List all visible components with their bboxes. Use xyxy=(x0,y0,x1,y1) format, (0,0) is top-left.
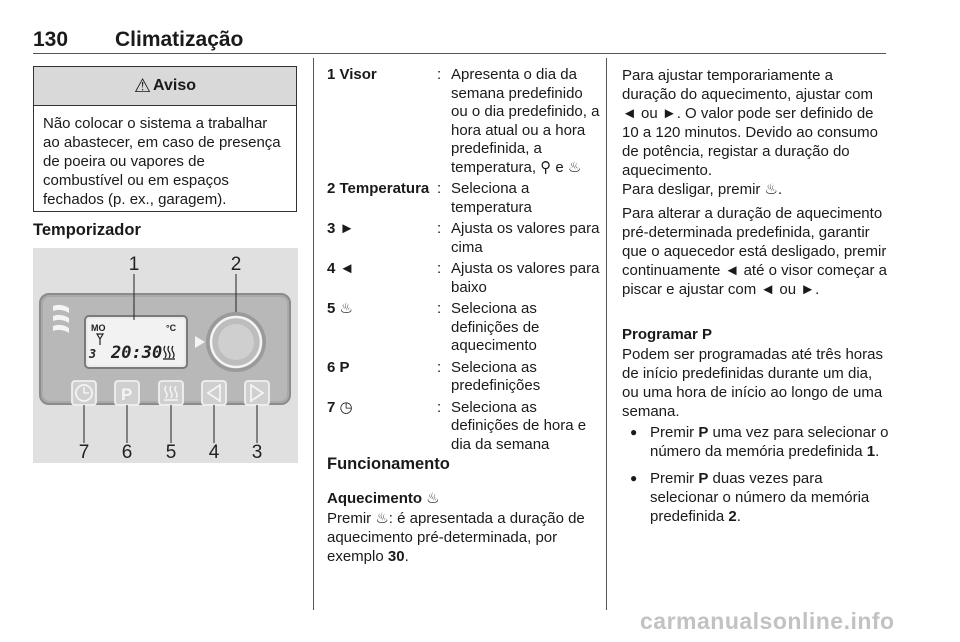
increase-button xyxy=(245,381,269,405)
preset-button-label: P xyxy=(121,385,133,404)
display-preset: 3 xyxy=(89,347,97,361)
legend-key: 5 ♨ xyxy=(327,300,353,317)
list-item: ● Premir P duas vezes para selecionar o número da memória predefinida 2. xyxy=(622,469,890,526)
column-divider-1 xyxy=(313,58,314,610)
legend-desc: Seleciona as definições de hora e dia da semana xyxy=(451,398,587,453)
legend-key: 3 ► xyxy=(327,220,355,237)
page-number: 130 xyxy=(33,28,69,51)
legend-desc: Ajusta os valores para cima xyxy=(451,220,600,256)
callout-2: 2 xyxy=(230,254,242,275)
warning-text: Não colocar o sistema a trabalhar ao abastecer, em caso de presença de poeira ou vapores de combustível ou em espaços fechados (p. ex., garagem). xyxy=(43,115,281,208)
warning-box xyxy=(33,66,297,212)
display-day: MO xyxy=(91,323,106,333)
legend-row: 1 Visor : Apresenta o dia da semana predefinido ou o dia predefinido, a hora atual ou a hora predefinida, a temperatura, ⚲ e ♨ xyxy=(327,66,603,177)
legend-key: 6 P xyxy=(327,358,350,376)
decrease-button xyxy=(202,381,226,405)
temporary-adjust-paragraph: Para ajustar temporariamente a duração do aquecimento, ajustar com ◄ ou ►. O valor pode ser definido de 10 a 120 minutos. Devido ao consumo de potência, registar a duração do aquecimento. xyxy=(622,67,878,179)
heat-logo-icon xyxy=(53,305,69,333)
callout-5: 5 xyxy=(165,442,177,463)
legend-row: 2 Temperatura : Seleciona a temperatura xyxy=(327,180,603,217)
legend-desc: Ajusta os valores para baixo xyxy=(451,260,600,296)
heating-paragraph: Premir ♨: é apresentada a duração de aquecimento pré-determinada, por exemplo 30. xyxy=(327,510,585,565)
callout-3: 3 xyxy=(251,442,263,463)
switch-off-paragraph: Para desligar, premir ♨. xyxy=(622,181,783,198)
column-divider-2 xyxy=(606,58,607,610)
heater-control-panel-illustration xyxy=(33,248,298,463)
timer-heading: Temporizador xyxy=(33,221,141,239)
legend-row: 6 P : Seleciona as predefinições xyxy=(327,359,603,396)
program-heading: Programar P xyxy=(622,326,713,343)
legend-row: 7 ◷ : Seleciona as definições de hora e dia da semana xyxy=(327,399,603,455)
warning-icon: ⚠ xyxy=(133,75,152,97)
legend-key: 2 Temperatura xyxy=(327,180,430,197)
callout-4: 4 xyxy=(208,442,220,463)
heating-example-value: 30 xyxy=(387,548,405,565)
header-rule xyxy=(33,53,886,54)
operation-heading: Funcionamento xyxy=(327,455,450,473)
legend-key: 4 ◄ xyxy=(327,260,355,277)
legend-table xyxy=(327,66,603,457)
legend-row: 4 ◄ : Ajusta os valores para baixo xyxy=(327,260,603,297)
page-title: Climatização xyxy=(115,28,244,51)
legend-desc: Seleciona as definições de aquecimento xyxy=(451,300,540,354)
callout-6: 6 xyxy=(121,442,133,463)
program-paragraph: Podem ser programadas até três horas de início predefinidas durante um dia, ou uma hora de início ao longo de uma semana. xyxy=(622,346,883,420)
list-item: ● Premir P uma vez para selecionar o número da memória predefinida 1. xyxy=(622,423,890,461)
heating-heading: Aquecimento ♨ xyxy=(327,490,440,507)
display-time: 20:30 xyxy=(111,343,163,363)
program-steps-list xyxy=(622,423,890,534)
legend-row: 5 ♨ : Seleciona as definições de aquecimento xyxy=(327,300,603,356)
legend-key: 1 Visor xyxy=(327,66,377,83)
legend-desc: Seleciona a temperatura xyxy=(451,180,532,216)
legend-desc: Apresenta o dia da semana predefinido ou o dia predefinido, a hora atual ou a hora predefinida, a temperatura, ⚲ e ♨ xyxy=(451,66,600,176)
watermark: carmanualsonline.info xyxy=(640,608,895,634)
callout-1: 1 xyxy=(128,254,140,275)
warning-header xyxy=(34,67,296,106)
callout-7: 7 xyxy=(78,442,90,463)
display-unit: °C xyxy=(166,323,177,333)
legend-desc: Seleciona as predefinições xyxy=(451,358,541,394)
legend-key: 7 ◷ xyxy=(327,398,353,416)
warning-title: Aviso xyxy=(153,77,197,94)
change-duration-paragraph: Para alterar a duração de aquecimento pré-determinada predefinida, garantir que o aquecedor está desligado, premir continuamente ◄ até o visor começar a piscar e ajustar com ◄ ou ►. xyxy=(622,205,887,298)
legend-row: 3 ► : Ajusta os valores para cima xyxy=(327,220,603,257)
